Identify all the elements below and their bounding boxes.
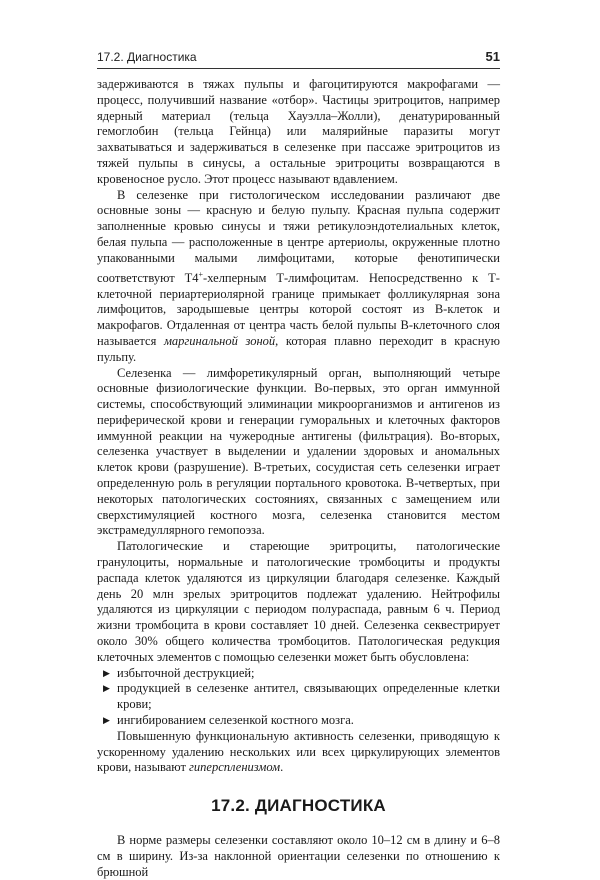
term-marginal-zone: маргинальной зоной [163,333,276,348]
triangle-bullet-icon: ▶ [103,683,110,694]
running-header [97,46,500,66]
list-item: ▶ продукцией в селезенке антител, связывающих определенные клетки крови; [103,681,500,712]
page-number: 51 [485,49,500,64]
paragraph-1: задерживаются в тяжах пульпы и фагоцитируются макрофагами — процесс, получивший название «отбор». Частицы эритроцитов, например ядерный материал (тельца Хауэлла–Жолли), денатурированный гемоглобин (тельца Гейнца) или малярийные паразиты могут захватываться и задерживаться в селезенке при пассаже эритроцитов из тяжей пульпы в синусы, а остальные эритроциты возвращаются в кровеносное русло. Этот процесс называют вдавлением. [97,77,500,186]
superscript-plus: + [198,269,204,279]
paragraph-3: Селезенка — лимфоретикулярный орган, выполняющий четыре основные физиологические функции. Во-первых, это орган иммунной системы, способствующий элиминации микроорганизмов и антигенов из периферической крови и генерации гуморальных и клеточных факторов иммунной реакции на чужеродные антигены (фильтрация). Во-вторых, селезенка участвует в выделении и удалении здоровых и аномальных клеток крови (разрушение). В-третьих, сосудистая сеть селезенки играет определенную роль в регуляции портального кровотока. В-четвертых, при некоторых патологических состояниях, связанных с замещением или сверхстимуляцией костного мозга, селезенка становится местом экстрамедуллярного гемопоэза. [97,365,500,538]
body-text [97,77,500,880]
term-hypersplenism: гиперспленизмом [189,760,281,775]
triangle-bullet-icon: ▶ [103,715,110,726]
paragraph-4: Патологические и стареющие эритроциты, патологические гранулоциты, нормальные и патологические тромбоциты и продукты распада клеток удаляются из циркуляции благодаря селезенке. Каждый день 20 млн зрелых эритроцитов подлежат удалению. Нейтрофилы удаляются из циркуляции с периодом полураспада, равным 6 ч. Период жизни тромбоцита в крови составляет 10 дней. Селезенка секвестрирует около 30% общего количества тромбоцитов. Патологическая редукция клеточных элементов с помощью селезенки может быть обусловлена: [97,539,500,664]
triangle-bullet-icon: ▶ [103,667,110,678]
list-item: ▶ избыточной деструкцией; [103,665,255,680]
bullet-list [97,666,500,729]
paragraph-5: Повышенную функциональную активность селезенки, приводящую к ускоренному удалению нескольких или всех циркулирующих элементов крови, называют гиперспленизмом. [97,728,500,775]
header-rule [97,68,500,69]
paragraph-6: В норме размеры селезенки составляют около 10–12 см в длину и 6–8 см в ширину. Из-за наклонной ориентации селезенки по отношению к брюшной [97,833,500,879]
section-heading: 17.2. ДИАГНОСТИКА [211,796,386,816]
list-item: ▶ ингибированием селезенкой костного мозга. [103,713,354,728]
paragraph-2: В селезенке при гистологическом исследовании различают две основные зоны — красную и белую пульпу. Красная пульпа содержит заполненные кровью синусы и тяжи ретикулоэндотелиальных клеток, белая пульпа — расположенные в центре артериолы, окруженные плотно упакованными малыми лимфоцитами, которые фенотипически соответствуют Т4+-хелперным Т-лимфоцитам. Непосредственно к Т-клеточной периартериолярной границе примыкает фолликулярная зона лимфоцитов, зародышевые центры которой состоят из В-клеток и макрофагов. Отдаленная от центра часть белой пульпы В-клеточного слоя называется маргинальной зоной, которая плавно переходит в красную пульпу. [97,187,500,364]
header-section-title: 17.2. Диагностика [97,50,197,64]
